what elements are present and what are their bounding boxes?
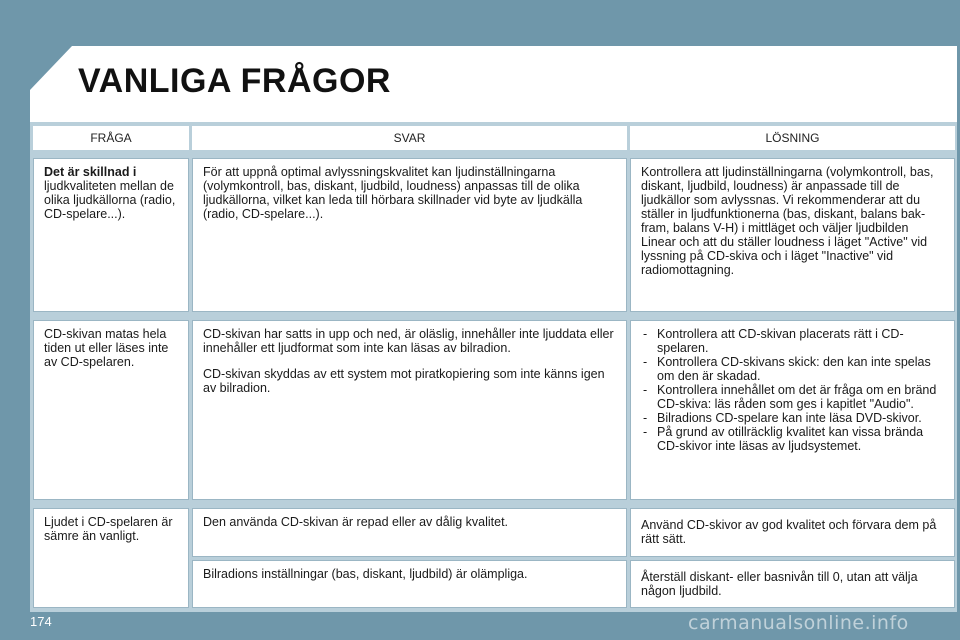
answer-text: För att uppnå optimal avlyssningskvalitet kan ljudinställningarna (volymkontroll, bas, diskant, ljudbild, loudness) anpassas till de olika ljudkällorna, vilket kan leda till hörbara skillnader vid byte av ljudkälla (radio, CD-spelare...). <box>203 165 583 221</box>
answer-text: CD-skivan har satts in upp och ned, är oläslig, innehåller inte ljuddata eller innehåller ett ljudformat som inte kan läsas av bilradion. <box>203 327 614 355</box>
solution-text: Återställ diskant- eller basnivån till 0, utan att välja någon ljudbild. <box>641 570 918 598</box>
header-solution: LÖSNING <box>630 126 955 150</box>
question-text: CD-skivan matas hela tiden ut eller läses inte av CD-spelaren. <box>44 327 169 369</box>
solution-item: - Kontrollera CD-skivans skick: den kan inte spelas om den är skadad. <box>641 355 944 383</box>
row-2-solution <box>630 320 955 500</box>
header-question: FRÅGA <box>33 126 189 150</box>
answer-text: Den använda CD-skivan är repad eller av dålig kvalitet. <box>203 515 509 529</box>
solution-text: Kontrollera att ljudinställningarna (volymkontroll, bas, diskant, ljudbild, loudness) är anpassade till de ljudkällor som avlyssnas. Vi rekommenderar att du ställer in ljudfunktionerna (bas, diskant, balans bak-fram, balans V-H) i mittläget och väljer ljudbilden Linear och att du ställer loudness i läget "Active" vid lyssning på CD-skiva och i läget "Inactive" vid radiomottagning. <box>641 165 934 277</box>
answer-text: CD-skivan skyddas av ett system mot piratkopiering som inte känns igen av bilradion. <box>203 367 605 395</box>
solution-item: - Kontrollera innehållet om det är fråga om en bränd CD-skiva: läs råden som ges i kapitlet "Audio". <box>641 383 944 411</box>
watermark: carmanualsonline.info <box>688 612 909 634</box>
row-1-question <box>33 158 189 312</box>
page-number: 174 <box>30 614 52 629</box>
row-2-question <box>33 320 189 500</box>
row-1-answer <box>192 158 627 312</box>
row-3a-solution <box>630 508 955 557</box>
solution-item: - På grund av otillräcklig kvalitet kan vissa brända CD-skivor inte läsas av ljudsystemet. <box>641 425 944 453</box>
row-2-answer <box>192 320 627 500</box>
answer-text: Bilradions inställningar (bas, diskant, ljudbild) är olämpliga. <box>203 567 528 581</box>
question-lead: Det är skillnad i <box>44 165 137 179</box>
row-3a-answer <box>192 508 627 557</box>
question-text: Ljudet i CD-spelaren är sämre än vanligt. <box>44 515 173 543</box>
question-text: ljudkvaliteten mellan de olika ljudkällorna (radio, CD-spelare...). <box>44 179 176 221</box>
row-3-question <box>33 508 189 608</box>
solution-list <box>641 327 944 453</box>
header-answer: SVAR <box>192 126 627 150</box>
solution-item: - Bilradions CD-spelare kan inte läsa DVD-skivor. <box>641 411 944 425</box>
row-1-solution <box>630 158 955 312</box>
solution-item: - Kontrollera att CD-skivan placerats rätt i CD-spelaren. <box>641 327 944 355</box>
page-title: VANLIGA FRÅGOR <box>78 62 391 100</box>
row-3b-answer <box>192 560 627 608</box>
solution-text: Använd CD-skivor av god kvalitet och förvara dem på rätt sätt. <box>641 518 937 546</box>
row-3b-solution <box>630 560 955 608</box>
